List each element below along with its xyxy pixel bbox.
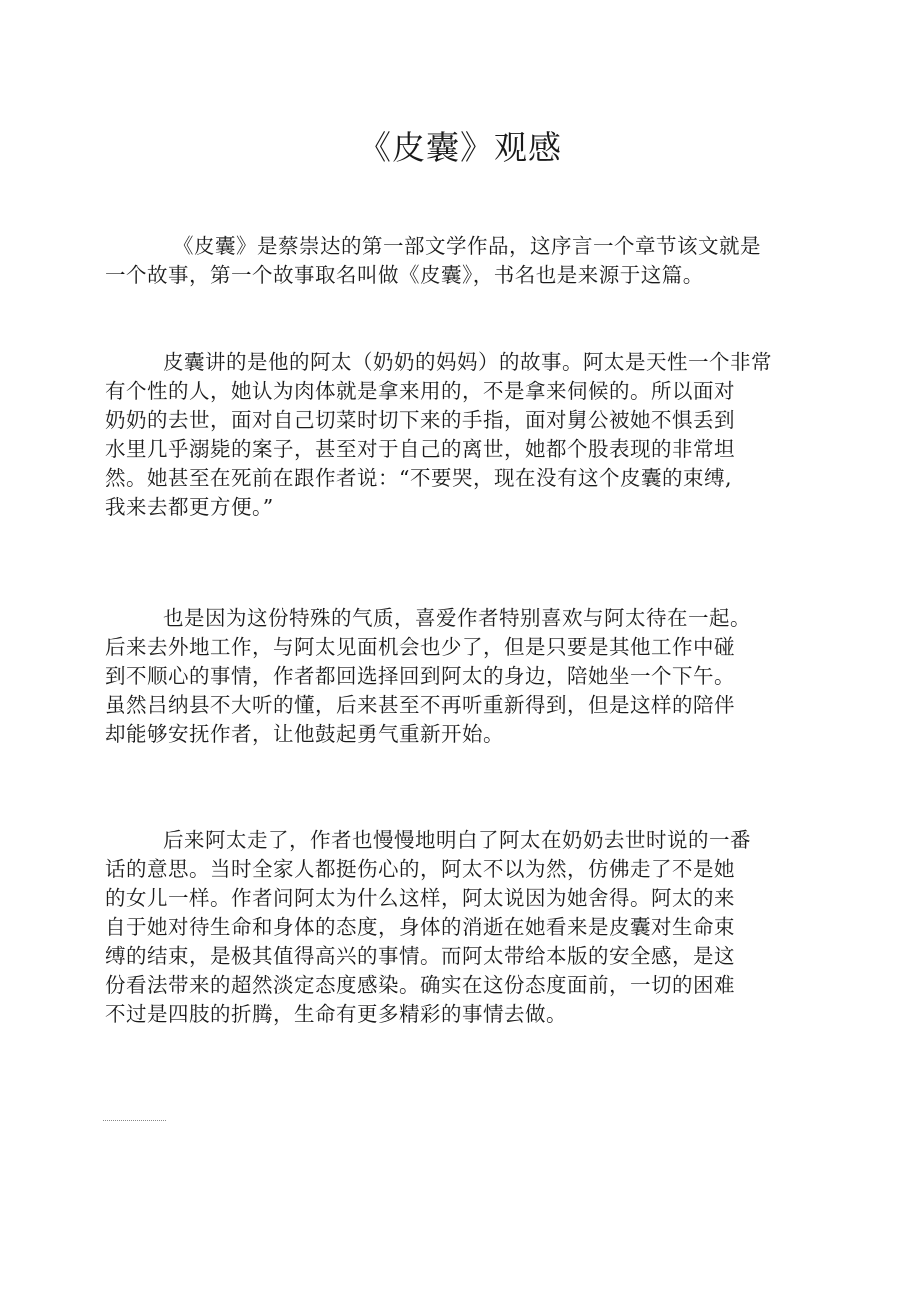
- paragraph-line: 的女儿一样。作者问阿太为什么这样，阿太说因为她舍得。阿太的来: [105, 886, 735, 910]
- paragraph-line: 水里几乎溺毙的案子，甚至对于自己的离世，她都个股表现的非常坦: [105, 437, 735, 461]
- paragraph-line: 份看法带来的超然淡定态度感染。确实在这份态度面前，一切的困难: [105, 973, 735, 997]
- paragraph-line: 我来去都更方便。”: [105, 495, 274, 519]
- paragraph-line: 缚的结束，是极其值得高兴的事情。而阿太带给本版的安全感，是这: [105, 944, 735, 968]
- paragraph-line: 虽然吕纳县不大听的懂，后来甚至不再听重新得到，但是这样的陪伴: [105, 693, 735, 717]
- paragraph-line: 有个性的人，她认为肉体就是拿来用的，不是拿来伺候的。所以面对: [105, 379, 735, 403]
- page-title: 《皮囊》观感: [358, 128, 562, 167]
- paragraph-1: [105, 232, 825, 290]
- paragraph-line: 奶奶的去世，面对自己切菜时切下来的手指，面对舅公被她不惧丢到: [105, 408, 735, 432]
- footnote-divider: [103, 1120, 166, 1121]
- paragraph-line: 一个故事，第一个故事取名叫做《皮囊》，书名也是来源于这篇。: [105, 263, 704, 287]
- paragraph-line: 却能够安抚作者，让他鼓起勇气重新开始。: [105, 722, 504, 746]
- paragraph-line: 也是因为这份特殊的气质，喜爱作者特别喜欢与阿太待在一起。: [163, 606, 751, 630]
- paragraph-2: [105, 348, 825, 522]
- paragraph-line: 自于她对待生命和身体的态度，身体的消逝在她看来是皮囊对生命束: [105, 915, 735, 939]
- paragraph-line: 《皮囊》是蔡崇达的第一部文学作品，这序言一个章节该文就是: [173, 234, 761, 258]
- paragraph-line: 不过是四肢的折腾，生命有更多精彩的事情去做。: [105, 1002, 567, 1026]
- paragraph-line: 话的意思。当时全家人都挺伤心的，阿太不以为然，仿佛走了不是她: [105, 857, 735, 881]
- paragraph-line: 后来去外地工作，与阿太见面机会也少了，但是只要是其他工作中碰: [105, 635, 735, 659]
- paragraph-line: 后来阿太走了，作者也慢慢地明白了阿太在奶奶去世时说的一番: [163, 828, 751, 852]
- paragraph-3: [105, 604, 825, 749]
- paragraph-line: 皮囊讲的是他的阿太（奶奶的妈妈）的故事。阿太是天性一个非常: [163, 350, 772, 374]
- paragraph-4: [105, 826, 825, 1029]
- paragraph-line: 到不顺心的事情，作者都回选择回到阿太的身边，陪她坐一个下午。: [105, 664, 735, 688]
- paragraph-line: 然。她甚至在死前在跟作者说：“不要哭，现在没有这个皮囊的束缚,: [105, 466, 732, 490]
